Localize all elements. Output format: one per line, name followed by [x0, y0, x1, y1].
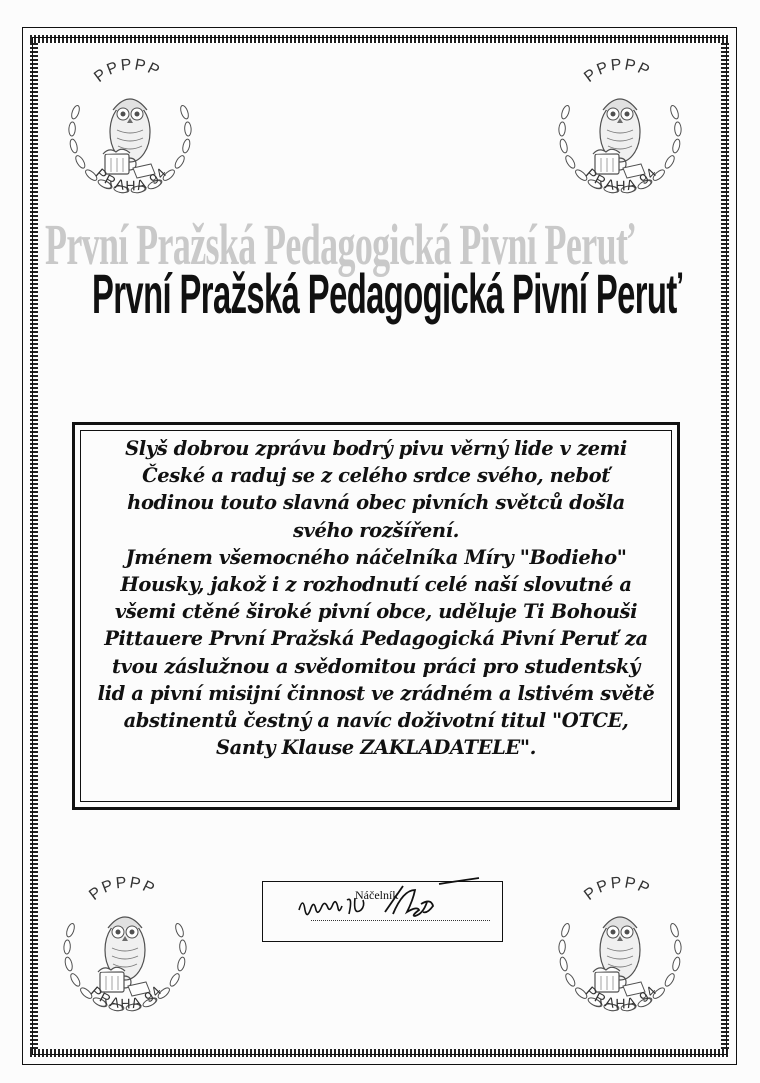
svg-text:PRAHA 94: PRAHA 94 [582, 163, 661, 194]
text-line: České a raduj se z celého srdce svého, neboť [142, 464, 610, 488]
text-line: abstinentů čestný a navíc doživotní titul "OTCE, [123, 709, 629, 733]
owl-seal-bottom-left [50, 868, 200, 1018]
signature-label: Náčelník [355, 888, 399, 902]
page-title: První Pražská Pedagogická Pivní Peruť [92, 262, 682, 325]
svg-text:PPPPP: PPPPP [581, 874, 654, 904]
text-line: všemi ctěné široké pivní obce, uděluje Ti Bohouši [114, 600, 638, 624]
svg-text:PPPPP: PPPPP [86, 874, 159, 904]
owl-seal-bottom-right [545, 868, 695, 1018]
svg-text:PPPPP: PPPPP [91, 56, 164, 86]
svg-text:PRAHA 94: PRAHA 94 [92, 163, 171, 194]
text-line: Slyš dobrou zprávu bodrý pivu věrný lide v zemi [125, 437, 627, 460]
handwritten-signature [289, 870, 499, 946]
text-line: hodinou touto slavná obec pivních světců došla [127, 491, 625, 515]
text-line: Housky, jakož i z rozhodnutí celé naší slovutné a [120, 573, 632, 597]
text-line: Jménem všemocného náčelníka Míry "Bodieho" [125, 545, 627, 569]
signature-box [262, 881, 503, 942]
svg-text:PRAHA 94: PRAHA 94 [582, 981, 661, 1012]
proclamation-text [83, 435, 669, 761]
svg-text:PRAHA 94: PRAHA 94 [87, 981, 166, 1012]
owl-seal-top-left [55, 50, 205, 200]
text-line: lid a pivní misijní činnost ve zrádném a lstivém světě [97, 681, 655, 705]
title-watermark: První Pražská Pedagogická Pivní Peruť [45, 212, 635, 277]
text-line: tvou záslužnou a svědomitou práci pro studentský [112, 654, 640, 678]
owl-seal-top-right [545, 50, 695, 200]
text-line: svého rozšíření. [292, 518, 460, 542]
text-line: Pittauere První Pražská Pedagogická Pivní Peruť za [104, 627, 648, 651]
svg-text:PPPPP: PPPPP [581, 56, 654, 86]
proclamation-box [72, 422, 680, 810]
text-line: Santy Klause ZAKLADATELE". [216, 736, 536, 760]
